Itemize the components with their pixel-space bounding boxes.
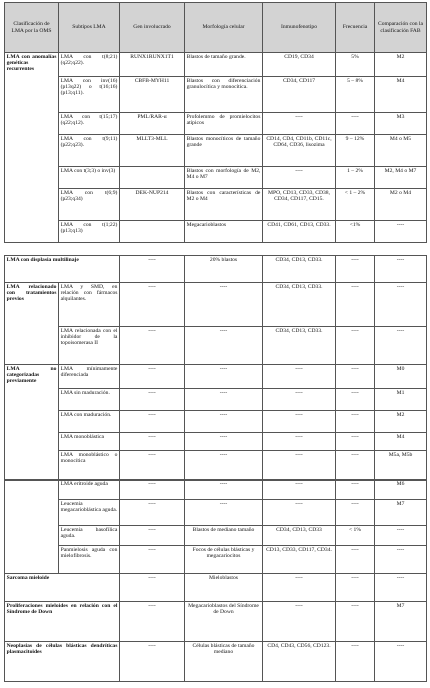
gene-cell: ---- xyxy=(120,602,185,642)
morphology-cell: Focos de células blásticas y megacariocitos xyxy=(185,546,263,574)
morphology-cell: Células blásticas de tamaño mediano xyxy=(185,642,263,682)
morphology-cell: ---- xyxy=(185,500,263,526)
gene-cell: CBFB-MYH11 xyxy=(120,77,185,113)
frequency-cell: ---- xyxy=(336,500,375,526)
immuno-cell: CD19, CD34 xyxy=(263,53,336,77)
frequency-cell: ---- xyxy=(336,602,375,642)
fab-cell: ---- xyxy=(375,327,427,365)
frequency-cell: < 1% xyxy=(336,526,375,546)
subtype-cell: LMA mínimamente diferenciada xyxy=(59,365,120,389)
morphology-cell: Megacarioblastos del Síndrome de Down xyxy=(185,602,263,642)
gene-cell: ---- xyxy=(120,256,185,283)
morphology-cell: Blastos con morfología de M2, M4 o M7 xyxy=(185,167,263,189)
table-row xyxy=(5,546,427,574)
gene-cell: ---- xyxy=(120,480,185,500)
table-row xyxy=(5,283,427,327)
immuno-cell: ---- xyxy=(263,411,336,433)
gene-cell: PML/RAR-α xyxy=(120,113,185,135)
morphology-cell: Blastos con características de M2 o M4 xyxy=(185,189,263,221)
morphology-cell: ---- xyxy=(185,411,263,433)
morphology-cell: ---- xyxy=(185,451,263,481)
table-row xyxy=(5,113,427,135)
table-row xyxy=(5,221,427,243)
fab-cell: ---- xyxy=(375,256,427,283)
immuno-cell: CD34, CD13, CD33. xyxy=(263,256,336,283)
fab-cell: M2, M4 o M7 xyxy=(375,167,427,189)
table-row xyxy=(5,526,427,546)
table-row xyxy=(5,500,427,526)
fab-cell: M2 o M4 xyxy=(375,189,427,221)
frequency-cell: 1 – 2% xyxy=(336,167,375,189)
gene-cell: ---- xyxy=(120,451,185,481)
frequency-cell: 5 – 8% xyxy=(336,77,375,113)
header-morphology: Morfología celular xyxy=(185,3,263,53)
frequency-cell: < 1 – 2% xyxy=(336,189,375,221)
fab-cell: M4 xyxy=(375,77,427,113)
immuno-cell: ---- xyxy=(263,480,336,500)
immuno-cell: CD34, CD117 xyxy=(263,77,336,113)
subtype-cell: LMA con t(1;22)(p13;q13) xyxy=(59,221,120,243)
gene-cell: DEK-NUP214 xyxy=(120,189,185,221)
subtype-cell: LMA monoblástica xyxy=(59,433,120,451)
immuno-cell: MPO, CD13, CD33, CD38, CD34, CD117, CD15. xyxy=(263,189,336,221)
fab-cell: M6 xyxy=(375,480,427,500)
classification-cell: Neoplasias de células blásticas dendríticas plasmacitoides xyxy=(5,642,120,682)
header-gene: Gen involucrado xyxy=(120,3,185,53)
frequency-cell: ---- xyxy=(336,283,375,327)
gene-cell: ---- xyxy=(120,546,185,574)
immuno-cell: CD34, CD13, CD33. xyxy=(263,283,336,327)
frequency-cell: ---- xyxy=(336,113,375,135)
immuno-cell: ---- xyxy=(263,389,336,411)
gene-cell: ---- xyxy=(120,433,185,451)
frequency-cell: ---- xyxy=(336,546,375,574)
morphology-cell: Megacarioblastos xyxy=(185,221,263,243)
fab-cell: ---- xyxy=(375,221,427,243)
gene-cell xyxy=(120,221,185,243)
frequency-cell: ---- xyxy=(336,451,375,481)
fab-cell: M7 xyxy=(375,602,427,642)
header-fab-comparison: Comparación con la clasificación FAB xyxy=(375,3,427,53)
fab-cell: M2 xyxy=(375,53,427,77)
frequency-cell: 9 – 12% xyxy=(336,135,375,167)
gene-cell: ---- xyxy=(120,500,185,526)
header-frequency: Frecuencia xyxy=(336,3,375,53)
aml-classification-table-part1 xyxy=(4,2,427,243)
immuno-cell: ---- xyxy=(263,433,336,451)
classification-cell: LMA con anomalías genéticas recurrentes xyxy=(5,53,59,243)
header-who-classification: Clasificación de LMA por la OMS xyxy=(5,3,59,53)
subtype-cell: LMA con t(9;11)(p22;q23). xyxy=(59,135,120,167)
aml-classification-table-part2 xyxy=(4,255,427,481)
table-row xyxy=(5,642,427,682)
frequency-cell: 5% xyxy=(336,53,375,77)
immuno-cell: CD41, CD61, CD13, CD33. xyxy=(263,221,336,243)
header-immunophenotype: Inmunofenotipo xyxy=(263,3,336,53)
classification-cell: Sarcoma mieloide xyxy=(5,574,120,602)
frequency-cell: ---- xyxy=(336,327,375,365)
fab-cell: M7 xyxy=(375,500,427,526)
morphology-cell: ---- xyxy=(185,327,263,365)
subtype-cell: LMA con inv(16)(p13q22) o t(16;16)(p13;q11). xyxy=(59,77,120,113)
subtype-cell: LMA con t(15;17)(q22;q12). xyxy=(59,113,120,135)
gene-cell: ---- xyxy=(120,365,185,389)
fab-cell: ---- xyxy=(375,574,427,602)
morphology-cell: Profolemmo de promielocitos atípicos xyxy=(185,113,263,135)
frequency-cell: <1% xyxy=(336,221,375,243)
morphology-cell: ---- xyxy=(185,283,263,327)
fab-cell: M4 o M5 xyxy=(375,135,427,167)
gene-cell: ---- xyxy=(120,574,185,602)
table-row xyxy=(5,327,427,365)
fab-cell: M4 xyxy=(375,433,427,451)
immuno-cell: CD34, CD13, CD33. xyxy=(263,327,336,365)
morphology-cell: Blastos de tamaño grande. xyxy=(185,53,263,77)
table-row xyxy=(5,451,427,481)
classification-cell: Proliferaciones mieloides en relación con el Síndrome de Down xyxy=(5,602,120,642)
frequency-cell: ---- xyxy=(336,574,375,602)
subtype-cell: LMA y SMD, en relación con fármacos alquilantes. xyxy=(59,283,120,327)
subtype-cell: LMA con t(8;21)(q22;q22). xyxy=(59,53,120,77)
immuno-cell: ---- xyxy=(263,167,336,189)
table-row xyxy=(5,135,427,167)
fab-cell: ---- xyxy=(375,526,427,546)
fab-cell: M0 xyxy=(375,365,427,389)
table-row xyxy=(5,389,427,411)
classification-cell: LMA relacionado con tratamientos previos xyxy=(5,283,59,365)
morphology-cell: ---- xyxy=(185,389,263,411)
fab-cell: M2 xyxy=(375,411,427,433)
frequency-cell: ---- xyxy=(336,256,375,283)
morphology-cell: 20% blastos xyxy=(185,256,263,283)
immuno-cell: CD4, CD43, CD56, CD123. xyxy=(263,642,336,682)
table-row xyxy=(5,602,427,642)
fab-cell: ---- xyxy=(375,283,427,327)
table-row xyxy=(5,53,427,77)
table-row xyxy=(5,189,427,221)
morphology-cell: ---- xyxy=(185,433,263,451)
immuno-cell: ---- xyxy=(263,365,336,389)
fab-cell: M3 xyxy=(375,113,427,135)
morphology-cell: Blastos con diferenciación granulocítica y monocítica. xyxy=(185,77,263,113)
table-row xyxy=(5,167,427,189)
gene-cell: ---- xyxy=(120,327,185,365)
fab-cell: M5a, M5b xyxy=(375,451,427,481)
frequency-cell: ---- xyxy=(336,365,375,389)
aml-classification-table-part3 xyxy=(4,479,427,682)
table-row xyxy=(5,365,427,389)
header-subtypes: Subtipos LMA xyxy=(59,3,120,53)
frequency-cell: ---- xyxy=(336,411,375,433)
gene-cell: ---- xyxy=(120,642,185,682)
morphology-cell: ---- xyxy=(185,365,263,389)
subtype-cell: LMA relacionada con el inhibidor de la topoisomerasa II xyxy=(59,327,120,365)
immuno-cell: CD13, CD33, CD117, CD34. xyxy=(263,546,336,574)
gene-cell: ---- xyxy=(120,526,185,546)
classification-cell: LMA no categorizadas previamente xyxy=(5,365,59,481)
table-row xyxy=(5,574,427,602)
morphology-cell: ---- xyxy=(185,480,263,500)
immuno-cell: ---- xyxy=(263,500,336,526)
subtype-cell: LMA eritroide aguda xyxy=(59,480,120,500)
frequency-cell: ---- xyxy=(336,433,375,451)
immuno-cell: CD14, CD4, CD11b, CD11c, CD64, CD36, lisozima xyxy=(263,135,336,167)
table-row xyxy=(5,411,427,433)
table-row xyxy=(5,480,427,500)
gene-cell: MLLT3-MLL xyxy=(120,135,185,167)
table-row xyxy=(5,433,427,451)
subtype-cell: LMA con t(6;9)(p23;q34) xyxy=(59,189,120,221)
gene-cell: ---- xyxy=(120,411,185,433)
subtype-cell: LMA con maduración. xyxy=(59,411,120,433)
classification-cell xyxy=(5,480,59,574)
subtype-cell: Leucemia megacarioblástica aguda. xyxy=(59,500,120,526)
immuno-cell: ---- xyxy=(263,451,336,481)
fab-cell: ---- xyxy=(375,546,427,574)
frequency-cell: ---- xyxy=(336,389,375,411)
subtype-cell: Leucemia basofílica aguda. xyxy=(59,526,120,546)
frequency-cell: ---- xyxy=(336,480,375,500)
frequency-cell: ---- xyxy=(336,642,375,682)
immuno-cell: ---- xyxy=(263,113,336,135)
subtype-cell: LMA con t(3;3) o inv(3) xyxy=(59,167,120,189)
fab-cell: ---- xyxy=(375,642,427,682)
gene-cell xyxy=(120,167,185,189)
morphology-cell: Blastos de mediano tamaño xyxy=(185,526,263,546)
table-header-row xyxy=(5,3,427,53)
subtype-cell: LMA monoblástico o monocítica xyxy=(59,451,120,481)
subtype-cell: LMA sin maduración. xyxy=(59,389,120,411)
classification-cell: LMA con displasia multilinaje xyxy=(5,256,120,283)
fab-cell: M1 xyxy=(375,389,427,411)
morphology-cell: Mieloblastos xyxy=(185,574,263,602)
gene-cell: ---- xyxy=(120,389,185,411)
subtype-cell: Panmielosis aguda con mielofibrosis. xyxy=(59,546,120,574)
immuno-cell: ---- xyxy=(263,602,336,642)
morphology-cell: Blastos monocíticos de tamaño grande xyxy=(185,135,263,167)
immuno-cell: CD34, CD13, CD33 xyxy=(263,526,336,546)
table-row xyxy=(5,77,427,113)
gene-cell: ---- xyxy=(120,283,185,327)
immuno-cell: ---- xyxy=(263,574,336,602)
gene-cell: RUNX1RUNX1T1 xyxy=(120,53,185,77)
table-row xyxy=(5,256,427,283)
